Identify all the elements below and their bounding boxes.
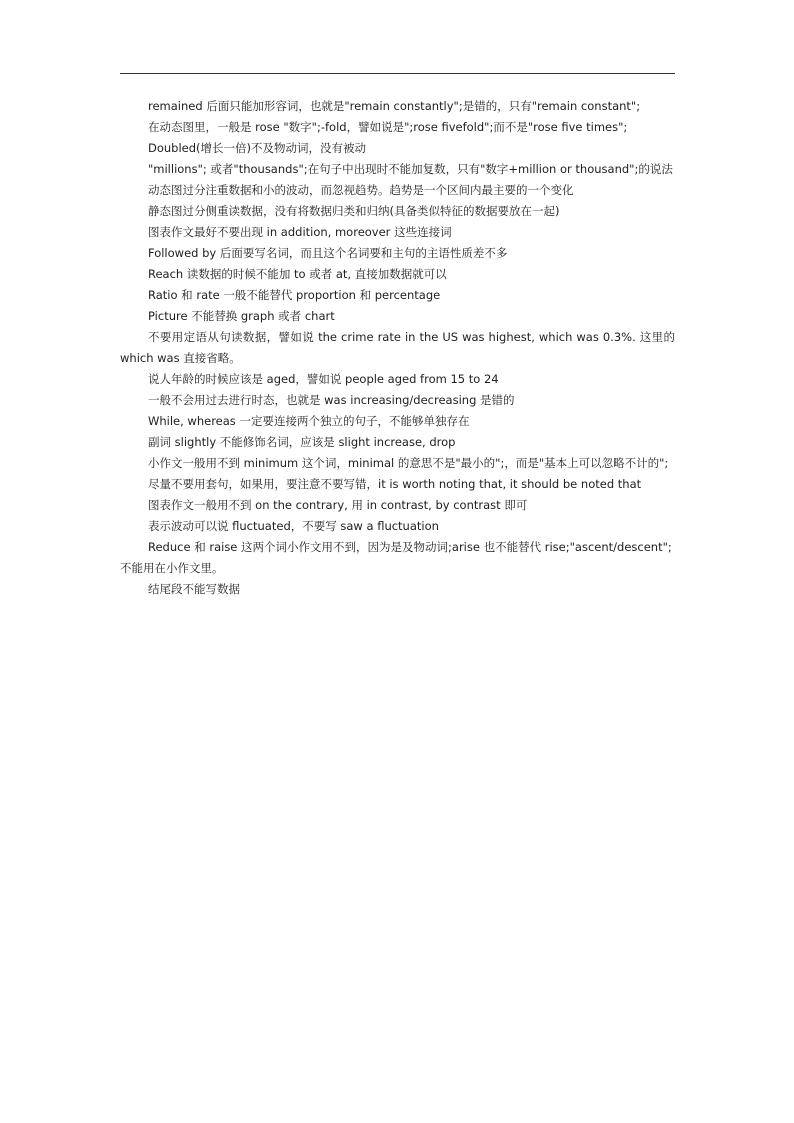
note-line: Reduce 和 raise 这两个词小作文用不到，因为是及物动词;arise 也不能替代 rise;"ascent/descent";不能用在小作文里。 [120,540,672,575]
note-line: 图表作文一般用不到 on the contrary, 用 in contrast, by contrast 即可 [148,498,528,512]
note-line: Picture 不能替换 graph 或者 chart [148,309,335,323]
document-body [120,96,675,600]
note-line: 结尾段不能写数据 [148,582,240,596]
note-line: 小作文一般用不到 minimum 这个词，minimal 的意思不是"最小的";，而是"基本上可以忽略不计的"; [148,456,669,470]
note-line: 副词 slightly 不能修饰名词，应该是 slight increase, drop [148,435,456,449]
header-rule [120,73,675,74]
note-line: Ratio 和 rate 一般不能替代 proportion 和 percentage [148,288,441,302]
note-line: 一般不会用过去进行时态，也就是 was increasing/decreasing 是错的 [148,393,515,407]
note-line: 尽量不要用套句，如果用，要注意不要写错，it is worth noting that, it should be noted that [148,477,642,491]
note-line: 图表作文最好不要出现 in addition, moreover 这些连接词 [148,225,452,239]
note-line: 动态图过分注重数据和小的波动，而忽视趋势。趋势是一个区间内最主要的一个变化 [148,183,574,197]
note-line: Doubled(增长一倍)不及物动词，没有被动 [148,141,367,155]
note-line: Followed by 后面要写名词，而且这个名词要和主句的主语性质差不多 [148,246,508,260]
note-line: 在动态图里，一般是 rose "数字";-fold，譬如说是";rose fivefold";而不是"rose five times"; [148,120,628,134]
note-line: 说人年龄的时候应该是 aged，譬如说 people aged from 15 to 24 [148,372,499,386]
note-line: remained 后面只能加形容词，也就是"remain constantly";是错的，只有"remain constant"; [148,99,641,113]
note-line: 不要用定语从句读数据，譬如说 the crime rate in the US was highest, which was 0.3%. 这里的 which was 直接省略。 [120,330,675,365]
note-line: 静态图过分侧重读数据，没有将数据归类和归纳(具备类似特征的数据要放在一起) [148,204,560,218]
note-line: 表示波动可以说 fluctuated，不要写 saw a fluctuation [148,519,439,533]
note-line: "millions"; 或者"thousands";在句子中出现时不能加复数，只有"数字+million or thousand";的说法 [148,162,673,176]
note-line: Reach 读数据的时候不能加 to 或者 at, 直接加数据就可以 [148,267,447,281]
note-line: While, whereas 一定要连接两个独立的句子，不能够单独存在 [148,414,470,428]
